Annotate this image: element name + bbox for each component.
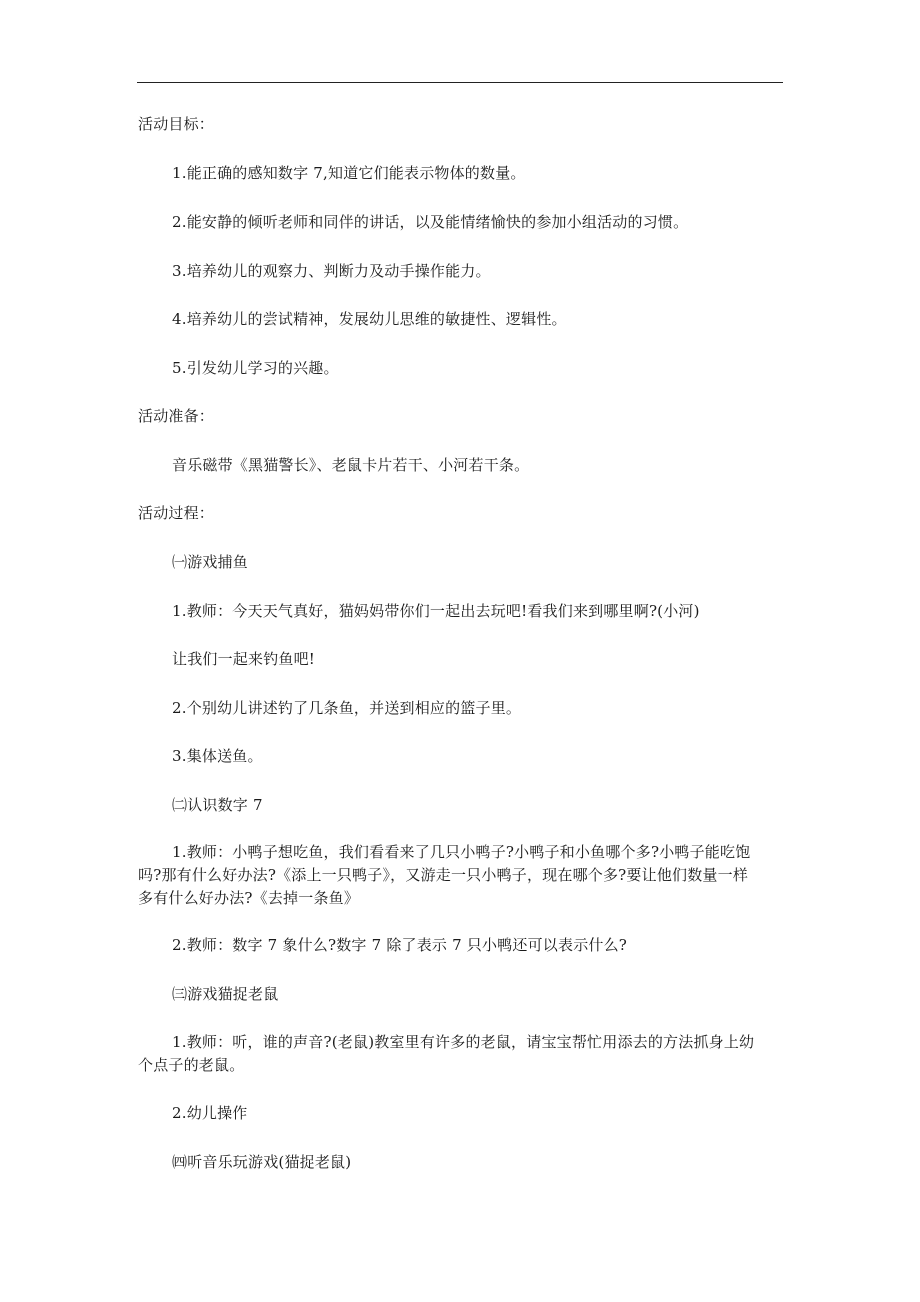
- step-2-para-1-line-2: 吗?那有什么好办法?《添上一只鸭子》，又游走一只小鸭子，现在哪个多?要让他们数量一样: [138, 866, 749, 884]
- step-4-title: ㈣听音乐玩游戏(猫捉老鼠): [172, 1153, 352, 1171]
- prep-heading: 活动准备：: [138, 407, 215, 425]
- step-1-title: ㈠游戏捕鱼: [172, 553, 249, 571]
- step-3-para-1-line-1: 1.教师：听，谁的声音?(老鼠)教室里有许多的老鼠，请宝宝帮忙用添去的方法抓身上幼: [172, 1033, 755, 1051]
- step-2-para-1-line-3: 多有什么好办法?《去掉一条鱼》: [138, 889, 360, 907]
- step-1-para-3: 2.个别幼儿讲述钓了几条鱼，并送到相应的篮子里。: [172, 699, 522, 717]
- step-2-para-2: 2.教师：数字 7 象什么?数字 7 除了表示 7 只小鸭还可以表示什么?: [172, 936, 628, 954]
- step-2-title: ㈡认识数字 7: [172, 796, 263, 814]
- step-3-para-2: 2.幼儿操作: [172, 1104, 248, 1122]
- goal-item-1: 1.能正确的感知数字 7,知道它们能表示物体的数量。: [172, 164, 526, 182]
- prep-text: 音乐磁带《黑猫警长》、老鼠卡片若干、小河若干条。: [172, 456, 530, 474]
- goal-item-4: 4.培养幼儿的尝试精神，发展幼儿思维的敏捷性、逻辑性。: [172, 310, 567, 328]
- goals-heading: 活动目标：: [138, 115, 215, 133]
- step-1-para-2: 让我们一起来钓鱼吧!: [172, 650, 316, 668]
- goal-item-5: 5.引发幼儿学习的兴趣。: [172, 359, 339, 377]
- goal-item-3: 3.培养幼儿的观察力、判断力及动手操作能力。: [172, 262, 491, 280]
- header-rule: [137, 82, 783, 83]
- step-3-title: ㈢游戏猫捉老鼠: [172, 985, 279, 1003]
- step-1-para-1: 1.教师：今天天气真好，猫妈妈带你们一起出去玩吧!看我们来到哪里啊?(小河): [172, 602, 700, 620]
- goal-item-2: 2.能安静的倾听老师和同伴的讲话，以及能情绪愉快的参加小组活动的习惯。: [172, 213, 689, 231]
- process-heading: 活动过程：: [138, 504, 215, 522]
- step-3-para-1-line-2: 个点子的老鼠。: [138, 1056, 245, 1074]
- step-2-para-1-line-1: 1.教师：小鸭子想吃鱼，我们看看来了几只小鸭子?小鸭子和小鱼哪个多?小鸭子能吃饱: [172, 843, 751, 861]
- step-1-para-4: 3.集体送鱼。: [172, 747, 263, 765]
